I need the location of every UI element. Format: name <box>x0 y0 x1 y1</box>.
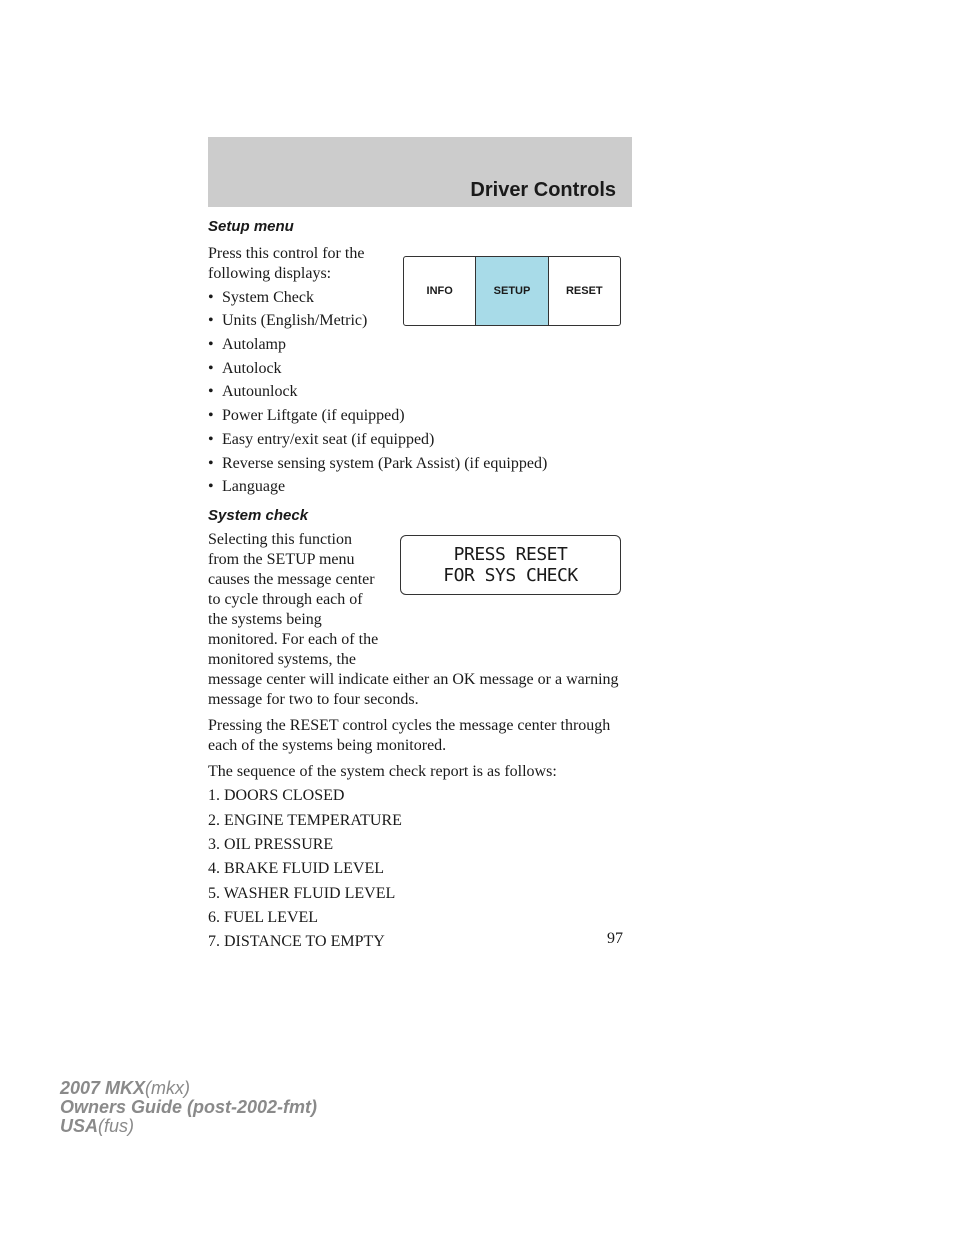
setup-menu-item: • Power Liftgate (if equipped) <box>208 406 632 426</box>
sequence-list <box>208 786 632 952</box>
page-number: 97 <box>607 930 623 947</box>
footer-region-code: (fus) <box>98 1116 135 1136</box>
setup-menu-item: • System Check <box>208 288 632 308</box>
message-center-display <box>400 535 621 595</box>
setup-menu-item: • Autolamp <box>208 335 632 355</box>
display-line-2: FOR SYS CHECK <box>443 565 578 586</box>
setup-menu-item: • Units (English/Metric) <box>208 311 632 331</box>
sequence-item: 2. ENGINE TEMPERATURE <box>208 811 402 829</box>
footer-model: 2007 MKX <box>60 1078 146 1098</box>
reset-button[interactable]: RESET <box>565 285 603 297</box>
setup-button[interactable]: SETUP <box>476 257 548 325</box>
footer-model-code: (mkx) <box>145 1078 191 1098</box>
sequence-item: 1. DOORS CLOSED <box>208 787 345 805</box>
sequence-item: 7. DISTANCE TO EMPTY <box>208 933 385 951</box>
sequence-item: 5. WASHER FLUID LEVEL <box>208 884 396 902</box>
setup-menu-item: • Easy entry/exit seat (if equipped) <box>208 430 632 450</box>
sequence-item: 6. FUEL LEVEL <box>208 908 319 926</box>
footer-guide: Owners Guide (post-2002-fmt) <box>60 1097 318 1117</box>
setup-menu-intro: Press this control for the following displays: <box>208 245 365 282</box>
section-title: Driver Controls <box>470 179 616 201</box>
footer-region: USA <box>60 1116 99 1136</box>
sequence-item: 3. OIL PRESSURE <box>208 836 334 854</box>
reset-para: Pressing the RESET control cycles the message center through each of the systems being monitored. <box>208 717 611 755</box>
system-check-para-continued: message center will indicate either an OK message or a warning message for two to four seconds. <box>208 671 619 709</box>
sequence-item: 4. BRAKE FLUID LEVEL <box>208 860 384 878</box>
setup-menu-item: • Autounlock <box>208 382 632 402</box>
system-check-heading: System check <box>208 507 309 525</box>
control-button-panel <box>403 256 621 326</box>
display-line-1: PRESS RESET <box>453 544 568 565</box>
setup-menu-item: • Autolock <box>208 359 632 379</box>
setup-menu-item: • Language <box>208 477 632 497</box>
system-check-para-intro: Selecting this function from the SETUP menu causes the message center to cycle through each of the systems being monitored. For each of the monitored systems, the <box>208 531 379 669</box>
setup-menu-heading: Setup menu <box>208 218 294 235</box>
setup-menu-item: • Reverse sensing system (Park Assist) (if equipped) <box>208 454 632 474</box>
document-footer <box>60 1079 317 1136</box>
sequence-intro: The sequence of the system check report is as follows: <box>208 763 557 781</box>
info-button[interactable]: INFO <box>404 257 476 325</box>
header-band <box>208 137 632 207</box>
